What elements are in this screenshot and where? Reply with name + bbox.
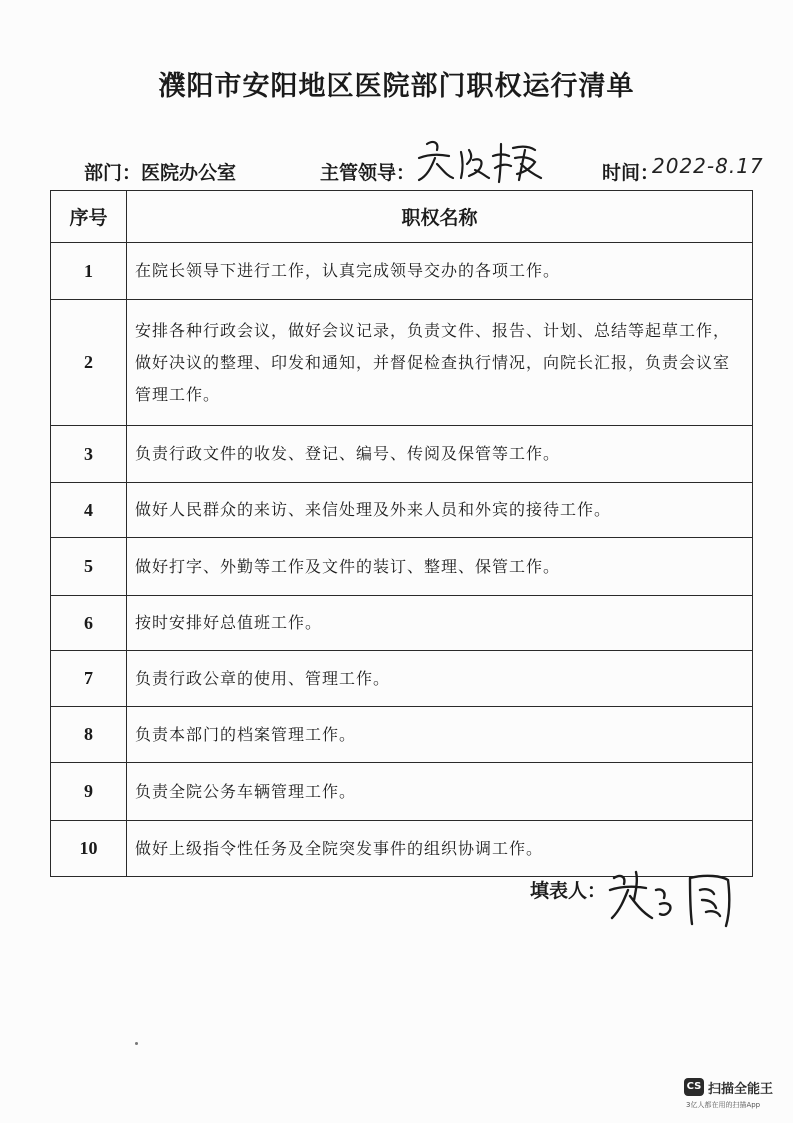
filler-signature [606, 860, 746, 930]
row-number: 7 [51, 651, 127, 707]
row-number: 6 [51, 596, 127, 651]
table-row [51, 763, 753, 821]
row-number: 1 [51, 243, 127, 300]
filler-label: 填表人： [530, 880, 607, 902]
row-description: 负责行政文件的收发、登记、编号、传阅及保管等工作。 [127, 426, 753, 483]
leader-label: 主管领导： [320, 162, 416, 184]
row-description: 做好上级指令性任务及全院突发事件的组织协调工作。 [127, 821, 753, 877]
row-description: 安排各种行政会议，做好会议记录，负责文件、报告、计划、总结等起草工作，做好决议的整理、印发和通知，并督促检查执行情况，向院长汇报，负责会议室管理工作。 [127, 300, 753, 426]
row-number: 5 [51, 538, 127, 596]
row-description: 按时安排好总值班工作。 [127, 596, 753, 651]
table-row [51, 300, 753, 426]
row-description: 负责行政公章的使用、管理工作。 [127, 651, 753, 707]
row-description: 负责本部门的档案管理工作。 [127, 707, 753, 763]
row-number: 4 [51, 483, 127, 538]
row-number: 2 [51, 300, 127, 426]
leader-signature [409, 130, 559, 186]
row-description: 负责全院公务车辆管理工作。 [127, 763, 753, 821]
duty-table [50, 190, 753, 877]
page-title: 濮阳市安阳地区医院部门职权运行清单 [158, 71, 635, 102]
date-value: 2022-8.17 [652, 154, 764, 178]
table-row [51, 243, 753, 300]
time-label: 时间： [602, 162, 660, 184]
table-row [51, 596, 753, 651]
table-row [51, 426, 753, 483]
scan-dust-dot [135, 1042, 138, 1045]
scanner-watermark [684, 1076, 784, 1116]
scanner-app-name: 扫描全能王 [708, 1082, 774, 1097]
department-label: 部门：医院办公室 [84, 162, 237, 184]
row-description: 做好打字、外勤等工作及文件的装订、整理、保管工作。 [127, 538, 753, 596]
table-row [51, 483, 753, 538]
table-row [51, 707, 753, 763]
row-number: 8 [51, 707, 127, 763]
row-description: 在院长领导下进行工作，认真完成领导交办的各项工作。 [127, 243, 753, 300]
row-number: 3 [51, 426, 127, 483]
table-header-row [51, 191, 753, 243]
row-number: 10 [51, 821, 127, 877]
row-description: 做好人民群众的来访、来信处理及外来人员和外宾的接待工作。 [127, 483, 753, 538]
row-number: 9 [51, 763, 127, 821]
header-seq: 序号 [51, 191, 127, 243]
meta-line [84, 152, 764, 186]
table-row [51, 538, 753, 596]
header-duty-name: 职权名称 [127, 191, 753, 243]
table-row [51, 651, 753, 707]
scanner-logo-icon: CS [684, 1078, 704, 1096]
scanner-app-subtitle: 3亿人都在用的扫描App [686, 1101, 761, 1109]
